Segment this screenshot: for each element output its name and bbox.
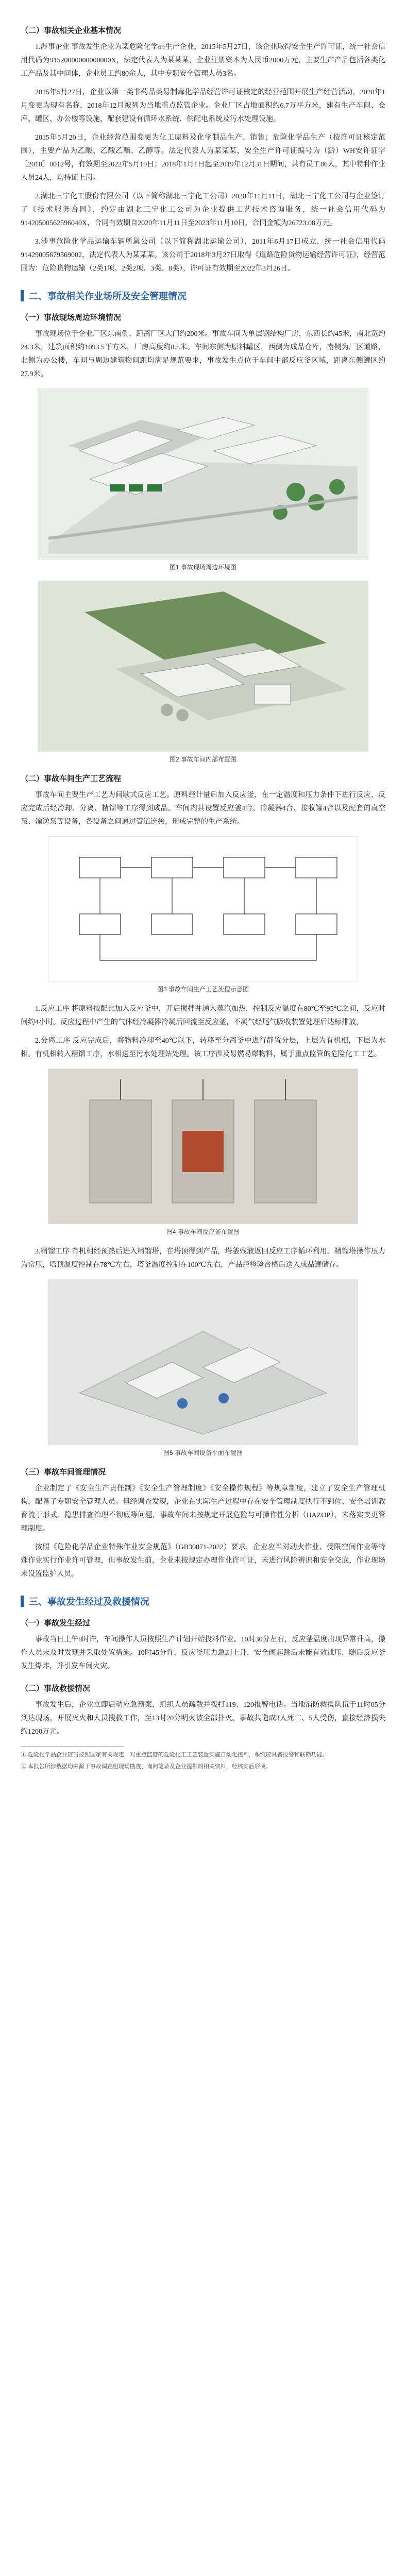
section-heading-bar xyxy=(21,290,24,301)
paragraph: 事故发生后，企业立即启动应急预案，组织人员疏散并拨打119、120报警电话。当地消防救援队伍于11时05分到达现场，开展灭火和人员搜救工作，至13时20分明火被全部扑灭。事故共造成3人死亡、5人受伤，直接经济损失约1200万元。 xyxy=(21,1701,385,1736)
paragraph: 2015年5月27日，企业以第一类非药品类易制毒化学品经营许可证核定的经营范围开展生产经营活动，2020年1月变更为现有名称，2018年12月被列为当地重点监管企业。企业厂区占地面积约6.7万平方米，建有生产车间、仓库、罐区、办公楼等设施，配套建设有循环水系统、供配电系统及污水处理设施。 xyxy=(21,89,385,123)
paragraph: 事故车间主要生产工艺为间歇式反应工艺。原料经计量后加入反应釜，在一定温度和压力条件下进行反应，反应完成后经冷却、分离、精馏等工序得到成品。车间内共设置反应釜4台、冷凝器4台、接收罐4台以及配套的真空泵、输送泵等设备，各设备之间通过管道连接，形成完整的生产系统。 xyxy=(21,791,385,826)
section-subtitle: （三）事故车间管理情况 xyxy=(21,1468,106,1477)
paragraph: 企业制定了《安全生产责任制》《安全生产管理制度》《安全操作规程》等规章制度，建立了安全生产管理机构，配备了专职安全管理人员。但经调查发现，企业在实际生产过程中存在安全管理制度执行不到位、安全培训教育流于形式、隐患排查治理不彻底等问题，事故车间未按规定开展危险与可操作性分析（HAZOP），未落实变更管理制度。 xyxy=(21,1485,385,1533)
paragraph: 事故当日上午8时许，车间操作人员按照生产计划开始投料作业。10时30分左右，反应釜温度出现异常升高，操作人员未及时发现并采取处置措施。10时45分许，反应釜压力急剧上升，安全阀起跳后未能有效泄压，随后反应釜发生爆炸，并引发车间火灾。 xyxy=(21,1636,385,1670)
section-subtitle: （二）事故相关企业基本情况 xyxy=(21,26,122,35)
section-heading-bar xyxy=(21,1596,24,1607)
footnote: ② 本报告所涉数据均来源于事故调查组现场勘查、询问笔录及企业提供的相关资料，经核实后形成。 xyxy=(21,1764,272,1770)
figure-caption: 图4 事故车间反应釜布置图 xyxy=(166,1228,240,1235)
equipment-layout-figure xyxy=(48,1279,358,1445)
paragraph: 2.分离工序 反应完成后，将物料冷却至40℃以下，转移至分离釜中进行静置分层，上层为有机相，下层为水相。有机相转入精馏工序，水相送至污水处理站处理。该工序涉及易燃易爆物料，属于重点监管的危险化工工艺。 xyxy=(21,1037,385,1058)
section-heading-text: 三、事故发生经过及救援情况 xyxy=(29,1597,149,1607)
paragraph: 2.湖北三宁化工股份有限公司（以下简称湖北三宁化工公司）2020年11月11日，湖北三宁化工公司与企业签订了《技术服务合同》，约定由湖北三宁化工公司为企业提供工艺技术咨询服务，统一社会信用代码为91420500562596040X，合同有效期自2020年11月11日至2023年11月10日，合同金额为26723.08万元。 xyxy=(21,193,385,227)
section-subtitle: （二）事故车间生产工艺流程 xyxy=(21,774,122,783)
paragraph: 1.反应工序 将原料按配比加入反应釜中，开启搅拌并通入蒸汽加热，控制反应温度在80℃至95℃之间，反应时间约4小时。反应过程中产生的气体经冷凝器冷凝后回流至反应釜，不凝气经尾气吸收装置处理后达标排放。 xyxy=(21,1005,385,1026)
section-heading xyxy=(21,1595,385,1608)
footnote-divider xyxy=(21,1746,124,1747)
process-flow-diagram xyxy=(48,836,358,981)
figure-caption: 图5 事故车间设备平面布置图 xyxy=(163,1449,243,1456)
paragraph: 3.涉事危险化学品运输车辆所属公司（以下简称湖北运输公司），2011年6月17日成立，统一社会信用代码91429005679569002，法定代表人为某某某。该公司于2018年3月27日取得《道路危险货物运输经营许可证》，经营范围为：危险货物运输（2类1项、2类2项、3类、8类），许可证有效期至2022年3月26日。 xyxy=(21,238,385,273)
section-subtitle: （一）事故发生经过 xyxy=(21,1619,91,1628)
figure-caption: 图2 事故车间内部布置图 xyxy=(169,756,236,763)
paragraph: 事故现场位于企业厂区东南侧，距离厂区大门约200米。事故车间为单层钢结构厂房，东西长约45米，南北宽约24.3米，建筑面积约1093.5平方米，厂房高度约8.5米。车间东侧为原料罐区，西侧为成品仓库，南侧为厂区道路，北侧为办公楼，车间与周边建筑物间距均满足规范要求，事故发生点位于车间中部反应釜区域，距离东侧罐区约27.9米。 xyxy=(21,330,385,378)
paragraph: 3.精馏工序 有机相经预热后进入精馏塔，在塔顶得到产品，塔釜残液返回反应工序循环利用。精馏塔操作压力为常压，塔顶温度控制在78℃左右，塔釜温度控制在100℃左右，产品经检验合格后送入成品罐储存。 xyxy=(21,1248,385,1269)
site-environment-figure xyxy=(38,388,368,560)
page-bottom-spacer xyxy=(21,1774,385,1785)
paragraph: 2015年5月20日，企业经营范围变更为化工原料及化学制品生产、销售；危险化学品生产（按许可证核定范围），主要产品为乙酸、乙酸乙酯、乙醇等。法定代表人为某某某，安全生产许可证编号为（黔）WH安许证字［2018］0012号，有效期至2022年5月19日；2018年1月1日起至2019年12月31日期间，共有员工86人，其中特种作业人员24人，均持证上岗。 xyxy=(21,134,385,182)
workshop-layout-figure xyxy=(38,581,368,752)
section-subtitle: （二）事故救援情况 xyxy=(21,1684,91,1693)
footnote: ① 危险化学品企业应当按照国家有关规定，对重点监管的危险化工工艺装置实施自动化控制，系统应具备报警和联锁功能。 xyxy=(21,1752,328,1758)
figure-caption: 图3 事故车间生产工艺流程示意图 xyxy=(157,986,249,993)
section-subtitle: （一）事故现场周边环境情况 xyxy=(21,313,122,322)
figure-caption: 图1 事故现场周边环境图 xyxy=(169,564,236,571)
paragraph: 按照《危险化学品企业特殊作业安全规范》（GB30871-2022）要求，企业应当对动火作业、受限空间作业等特殊作业实行作业许可管理，但事故发生前，企业未按规定办理作业许可证，未进行风险辨识和安全交底，作业现场未设置监护人员。 xyxy=(21,1544,385,1578)
paragraph: 1.涉事企业 事故发生企业为某危险化学品生产企业，2015年5月27日，该企业取得安全生产许可证，统一社会信用代码为91520000000000000X，法定代表人为某某某，企业注册资本为人民币2000万元，主要生产产品包括各类化工产品及其中间体，企业员工约80余人，其中专职安全管理人员3名。 xyxy=(21,43,385,78)
section-heading-text: 二、事故相关作业场所及安全管理情况 xyxy=(29,291,187,301)
reactor-figure xyxy=(48,1069,358,1224)
section-heading xyxy=(21,289,385,302)
